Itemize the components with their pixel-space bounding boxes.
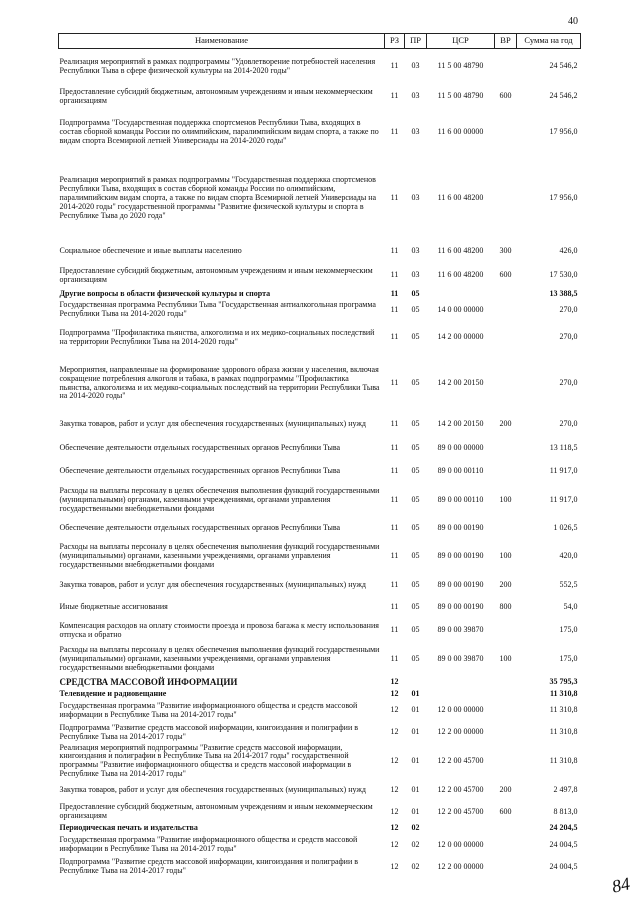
cell-name: СРЕДСТВА МАССОВОЙ ИНФОРМАЦИИ (59, 677, 238, 688)
cell-name: Расходы на выплаты персоналу в целях обеспечения выполнения функций государственными (муниципальными) органами, казенными учреждениями, органами управления государственными внебюджетными фондами (59, 486, 380, 513)
table-row (59, 355, 581, 413)
cell-name: Подпрограмма "Развитие средств массовой информации, книгоиздания и полиграфии в Республике Тыва на 2014-2017 годы" (59, 722, 359, 741)
cell-pr: 01 (411, 727, 420, 737)
cell-rz: 12 (390, 688, 399, 698)
cell-pr: 05 (411, 551, 420, 561)
table-row (59, 744, 581, 780)
cell-sum: 426,0 (559, 246, 578, 256)
header-csr: ЦСР (427, 34, 495, 49)
table-row (59, 321, 581, 355)
header-pr: ПР (405, 34, 427, 49)
cell-pr: 01 (411, 806, 420, 816)
cell-rz: 12 (390, 823, 399, 833)
cell-vr (495, 300, 517, 321)
cell-name: Реализация мероприятий в рамках подпрограммы "Государственная поддержка спортсменов Республики Тыва, входящих в состав сборной команды России по олимпийским, паралимпийским видам спорта, а также по видам спорта Всемирной летней Универсиады на 2014-2020 годы" государственной программы "Развитие физической культуры и спорта в Республике Тыва до 2020 года" (59, 175, 377, 220)
cell-name: Государственная программа Республики Тыва "Государственная антиалкогольная программа Республики Тыва на 2014-2020 годы" (59, 300, 376, 318)
cell-sum: 17 530,0 (549, 270, 578, 280)
cell-vr (495, 856, 517, 878)
cell-vr (495, 461, 517, 483)
cell-rz: 11 (390, 466, 399, 476)
budget-table (58, 33, 581, 878)
cell-rz: 11 (390, 288, 399, 298)
cell-pr: 05 (411, 304, 420, 314)
cell-vr (495, 109, 517, 157)
cell-pr: 02 (411, 839, 420, 849)
cell-name: Обеспечение деятельности отдельных государственных органов Республики Тыва (59, 443, 341, 453)
cell-vr: 600 (499, 806, 512, 816)
cell-csr: 12 2 00 00000 (437, 861, 484, 871)
cell-name: Подпрограмма "Развитие средств массовой информации, книгоиздания и полиграфии в Республике Тыва на 2014-2017 годы" (59, 857, 359, 876)
table-header (59, 34, 581, 49)
cell-vr: 600 (499, 91, 512, 101)
cell-sum: 11 310,8 (549, 727, 578, 737)
cell-csr: 89 0 00 00110 (437, 495, 484, 505)
cell-pr: 05 (411, 654, 420, 664)
page-number: 40 (568, 16, 578, 27)
table-row (59, 801, 581, 823)
cell-vr (495, 321, 517, 355)
cell-csr: 89 0 00 00190 (437, 523, 484, 533)
table-row (59, 157, 581, 241)
cell-sum: 11 917,0 (549, 466, 578, 476)
cell-vr (495, 722, 517, 744)
cell-rz: 12 (390, 784, 399, 794)
table-row (59, 289, 581, 300)
cell-name: Расходы на выплаты персоналу в целях обеспечения выполнения функций государственными (муниципальными) органами, казенными учреждениями, органами управления государственными внебюджетными фондами (59, 542, 380, 569)
cell-name: Иные бюджетные ассигнования (59, 602, 168, 612)
cell-pr (405, 677, 427, 689)
cell-sum: 270,0 (559, 304, 578, 314)
cell-rz: 11 (390, 523, 399, 533)
cell-csr: 12 2 00 45700 (437, 806, 484, 816)
cell-vr: 200 (499, 419, 512, 429)
table-row (59, 677, 581, 689)
cell-csr (427, 689, 495, 700)
table-row (59, 856, 581, 878)
cell-name: Подпрограмма "Государственная поддержка спортсменов Республики Тыва, входящих в состав сборной команды России по олимпийским, паралимпийским видам спорта, а также по видам спорта Всемирной летней Универсиады на 2014-2020 годы" (59, 118, 379, 145)
cell-name: Телевидение и радиовещание (59, 688, 167, 698)
cell-pr: 05 (411, 580, 420, 590)
cell-sum: 1 026,5 (553, 523, 578, 533)
cell-pr: 05 (411, 332, 420, 342)
header-name: Наименование (59, 34, 385, 49)
cell-name: Обеспечение деятельности отдельных государственных органов Республики Тыва (59, 466, 341, 476)
cell-sum: 11 917,0 (549, 495, 578, 505)
cell-csr: 12 2 00 45700 (437, 784, 484, 794)
cell-pr: 05 (411, 523, 420, 533)
cell-pr: 05 (411, 443, 420, 453)
cell-csr: 14 2 00 20150 (437, 419, 484, 429)
cell-pr: 03 (411, 127, 420, 137)
table-row (59, 689, 581, 700)
table-row (59, 700, 581, 722)
cell-sum: 24 546,2 (549, 91, 578, 101)
table-row (59, 263, 581, 289)
cell-sum: 11 310,8 (549, 705, 578, 715)
cell-name: Предоставление субсидий бюджетным, автономным учреждениям и иным некоммерческим организациям (59, 86, 373, 105)
table-row (59, 413, 581, 437)
cell-vr (495, 437, 517, 461)
cell-pr: 05 (411, 602, 420, 612)
cell-csr: 89 0 00 00190 (437, 551, 484, 561)
cell-vr: 100 (499, 495, 512, 505)
cell-name: Государственная программа "Развитие информационного общества и средств массовой информации в Республике Тыва на 2014-2017 годы" (59, 835, 358, 854)
table-row (59, 437, 581, 461)
cell-sum: 8 813,0 (553, 806, 578, 816)
cell-rz: 12 (390, 806, 399, 816)
cell-vr: 100 (499, 654, 512, 664)
cell-pr: 05 (411, 419, 420, 429)
cell-sum: 17 956,0 (549, 127, 578, 137)
cell-vr: 200 (499, 580, 512, 590)
cell-csr: 12 2 00 45700 (437, 755, 484, 765)
cell-csr: 11 6 00 00000 (437, 127, 484, 137)
cell-pr: 03 (411, 61, 420, 71)
cell-csr (427, 823, 495, 834)
cell-sum: 175,0 (559, 654, 578, 664)
cell-csr: 89 0 00 39870 (437, 654, 484, 664)
cell-vr (495, 355, 517, 413)
cell-rz: 11 (390, 61, 399, 71)
cell-rz: 12 (390, 677, 399, 687)
cell-sum: 24 004,5 (549, 861, 578, 871)
table-row (59, 519, 581, 539)
cell-name: Подпрограмма "Профилактика пьянства, алкоголизма и их медико-социальных последствий на территории Республики Тыва на 2014-2020 годы" (59, 327, 375, 346)
cell-vr: 300 (499, 246, 512, 256)
cell-sum: 35 795,3 (549, 677, 578, 687)
cell-pr: 05 (411, 288, 420, 298)
cell-rz: 11 (390, 127, 399, 137)
cell-sum: 420,0 (559, 551, 578, 561)
cell-pr: 01 (411, 784, 420, 794)
cell-csr: 89 0 00 00190 (437, 580, 484, 590)
cell-sum: 270,0 (559, 378, 578, 388)
cell-sum: 11 310,8 (549, 688, 578, 698)
table-row (59, 85, 581, 109)
header-sum: Сумма на год (517, 34, 581, 49)
cell-rz: 11 (390, 654, 399, 664)
table-row (59, 722, 581, 744)
cell-csr: 12 2 00 00000 (437, 727, 484, 737)
cell-name: Предоставление субсидий бюджетным, автономным учреждениям и иным некоммерческим организациям (59, 802, 373, 821)
cell-vr: 600 (499, 270, 512, 280)
cell-pr: 05 (411, 378, 420, 388)
cell-name: Реализация мероприятий в рамках подпрограммы "Удовлетворение потребностей населения Республики Тыва в сфере физической культуры на 2014-2020 годы" (59, 56, 376, 75)
cell-vr (495, 834, 517, 856)
cell-pr: 05 (411, 625, 420, 635)
cell-rz: 11 (390, 270, 399, 280)
cell-csr: 89 0 00 00110 (437, 466, 484, 476)
cell-sum: 54,0 (563, 602, 578, 612)
cell-pr: 03 (411, 246, 420, 256)
cell-vr (495, 49, 517, 85)
cell-pr: 03 (411, 270, 420, 280)
cell-sum: 270,0 (559, 419, 578, 429)
cell-pr: 02 (411, 861, 420, 871)
cell-pr: 05 (411, 466, 420, 476)
cell-rz: 11 (390, 580, 399, 590)
cell-vr (495, 677, 517, 689)
table-row (59, 834, 581, 856)
cell-sum: 2 497,8 (553, 784, 578, 794)
cell-rz: 12 (390, 727, 399, 737)
cell-vr: 800 (499, 602, 512, 612)
cell-csr: 89 0 00 00000 (437, 443, 484, 453)
cell-name: Закупка товаров, работ и услуг для обеспечения государственных (муниципальных) нужд (59, 580, 366, 590)
cell-sum: 552,5 (559, 580, 578, 590)
cell-rz: 11 (390, 625, 399, 635)
table-row (59, 575, 581, 597)
table-body (59, 49, 581, 879)
table-row (59, 300, 581, 321)
cell-vr (495, 289, 517, 300)
cell-sum: 24 004,5 (549, 839, 578, 849)
cell-csr: 14 2 00 00000 (437, 332, 484, 342)
cell-name: Государственная программа "Развитие информационного общества и средств массовой информации в Республике Тыва на 2014-2017 годы" (59, 700, 358, 719)
handwritten-page-mark: 84 (610, 873, 632, 897)
cell-sum: 175,0 (559, 625, 578, 635)
cell-rz: 11 (390, 91, 399, 101)
cell-vr (495, 619, 517, 643)
cell-name: Закупка товаров, работ и услуг для обеспечения государственных (муниципальных) нужд (59, 419, 366, 429)
cell-csr: 11 6 00 48200 (437, 270, 484, 280)
cell-sum: 13 118,5 (549, 443, 578, 453)
cell-sum: 270,0 (559, 332, 578, 342)
cell-csr (427, 289, 495, 300)
cell-vr (495, 157, 517, 241)
table-row (59, 49, 581, 85)
cell-pr: 05 (411, 495, 420, 505)
cell-name: Обеспечение деятельности отдельных государственных органов Республики Тыва (59, 523, 341, 533)
cell-rz: 11 (390, 602, 399, 612)
table-row (59, 241, 581, 263)
cell-pr: 01 (411, 705, 420, 715)
cell-name: Другие вопросы в области физической культуры и спорта (59, 288, 271, 298)
cell-rz: 11 (390, 193, 399, 203)
cell-rz: 12 (390, 839, 399, 849)
cell-vr (495, 519, 517, 539)
cell-csr: 11 6 00 48200 (437, 193, 484, 203)
cell-sum: 17 956,0 (549, 193, 578, 203)
cell-sum: 24 546,2 (549, 61, 578, 71)
cell-rz: 11 (390, 551, 399, 561)
cell-rz: 11 (390, 419, 399, 429)
cell-csr: 14 2 00 20150 (437, 378, 484, 388)
cell-rz: 11 (390, 246, 399, 256)
cell-pr: 01 (411, 755, 420, 765)
cell-sum: 24 204,5 (549, 823, 578, 833)
cell-rz: 11 (390, 443, 399, 453)
table-row (59, 823, 581, 834)
cell-pr: 01 (411, 688, 420, 698)
cell-csr: 89 0 00 00190 (437, 602, 484, 612)
cell-rz: 12 (390, 705, 399, 715)
cell-name: Социальное обеспечение и иные выплаты населению (59, 246, 242, 256)
cell-vr (495, 823, 517, 834)
cell-csr: 12 0 00 00000 (437, 705, 484, 715)
cell-csr: 89 0 00 39870 (437, 625, 484, 635)
cell-name: Периодическая печать и издательства (59, 823, 198, 833)
cell-csr: 12 0 00 00000 (437, 839, 484, 849)
table-row (59, 597, 581, 619)
cell-rz: 12 (390, 861, 399, 871)
cell-vr (495, 744, 517, 780)
cell-name: Расходы на выплаты персоналу в целях обеспечения выполнения функций государственными (муниципальными) органами, казенными учреждениями, органами управления государственными внебюджетными фондами (59, 645, 380, 672)
cell-rz: 12 (390, 755, 399, 765)
table-row (59, 483, 581, 519)
cell-rz: 11 (390, 304, 399, 314)
cell-csr (427, 677, 495, 689)
cell-vr (495, 700, 517, 722)
cell-rz: 11 (390, 495, 399, 505)
table-row (59, 779, 581, 801)
table-row (59, 643, 581, 677)
cell-pr: 03 (411, 193, 420, 203)
cell-rz: 11 (390, 332, 399, 342)
table-row (59, 461, 581, 483)
cell-vr: 200 (499, 784, 512, 794)
table-row (59, 109, 581, 157)
cell-name: Мероприятия, направленные на формирование здорового образа жизни у населения, включая сокращение потребления алкоголя и табака, в рамках подпрограммы "Профилактика пьянства, алкоголизма и их медико-социальных последствий на территории Республики Тыва на 2014-2020 годы" (59, 364, 380, 401)
cell-name: Реализация мероприятий подпрограммы "Развитие средств массовой информации, книгоиздания и полиграфии в Республике Тыва на 2014-2017 годы" государственной программы "Развитие информационного общества и средств массовой информации в Республике Тыва на 2014-2017 годы" (59, 742, 352, 779)
cell-name: Предоставление субсидий бюджетным, автономным учреждениям и иным некоммерческим организациям (59, 265, 373, 284)
cell-rz: 11 (390, 378, 399, 388)
table-row (59, 539, 581, 575)
header-rz: РЗ (385, 34, 405, 49)
cell-sum: 11 310,8 (549, 755, 578, 765)
cell-sum: 13 388,5 (549, 288, 578, 298)
cell-csr: 11 5 00 48790 (437, 91, 484, 101)
table-row (59, 619, 581, 643)
cell-csr: 11 6 00 48200 (437, 246, 484, 256)
header-vr: ВР (495, 34, 517, 49)
cell-name: Закупка товаров, работ и услуг для обеспечения государственных (муниципальных) нужд (59, 784, 366, 794)
cell-pr: 03 (411, 91, 420, 101)
cell-pr: 02 (411, 823, 420, 833)
cell-name: Компенсация расходов на оплату стоимости проезда и провоза багажа к месту использования отпуска и обратно (59, 620, 379, 639)
cell-csr: 14 0 00 00000 (437, 304, 484, 314)
cell-csr: 11 5 00 48790 (437, 61, 484, 71)
cell-vr (495, 689, 517, 700)
cell-vr: 100 (499, 551, 512, 561)
